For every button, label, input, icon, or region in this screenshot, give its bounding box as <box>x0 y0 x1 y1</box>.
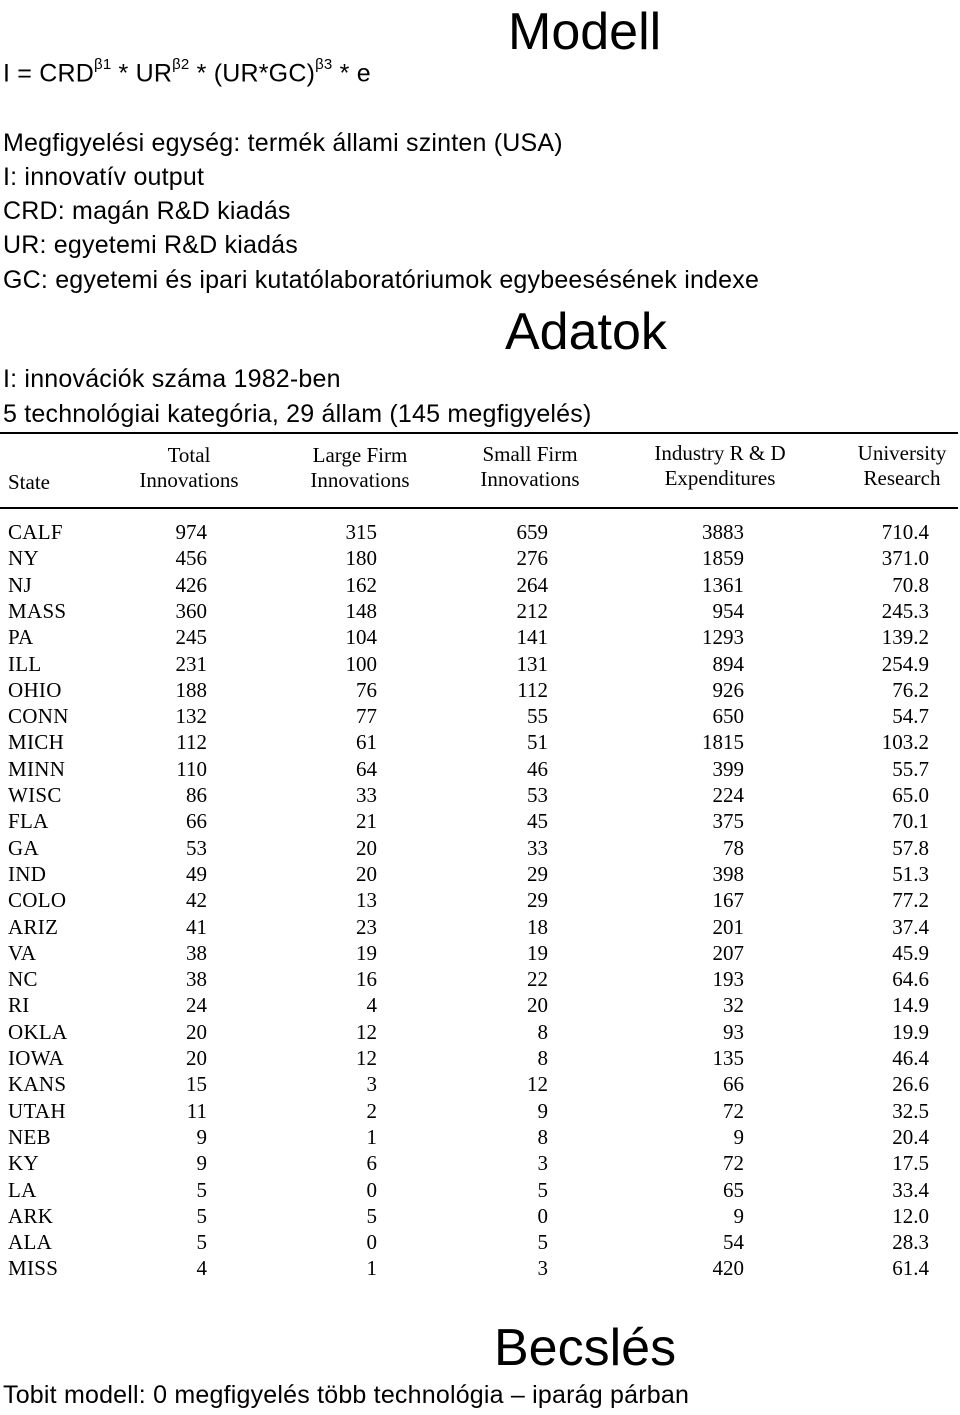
cell-university-research: 37.4 <box>892 914 929 939</box>
cell-university-research: 710.4 <box>881 520 929 544</box>
cell-state: COLO <box>8 888 67 913</box>
cell-university-research: 245.3 <box>881 598 929 623</box>
cell-small-firm-innovations: 131 <box>516 651 548 676</box>
cell-large-firm-innovations: 162 <box>345 572 377 597</box>
cell-total-innovations: 11 <box>186 1098 207 1123</box>
cell-total-innovations: 426 <box>175 572 207 597</box>
cell-industry-rd-expenditures: 93 <box>723 1019 744 1044</box>
cell-industry-rd-expenditures: 3883 <box>702 520 744 544</box>
cell-small-firm-innovations: 5 <box>537 1230 548 1255</box>
cell-total-innovations: 5 <box>196 1203 207 1228</box>
cell-small-firm-innovations: 19 <box>527 940 548 965</box>
cell-state: FLA <box>8 809 49 834</box>
model-formula <box>3 56 371 88</box>
cell-state: MINN <box>8 756 66 781</box>
cell-state: OHIO <box>8 677 62 702</box>
cell-large-firm-innovations: 1 <box>366 1124 377 1149</box>
cell-total-innovations: 132 <box>175 704 207 729</box>
cell-large-firm-innovations: 19 <box>356 940 377 965</box>
cell-university-research: 26.6 <box>892 1072 929 1097</box>
cell-small-firm-innovations: 8 <box>537 1046 548 1070</box>
header-line: Small Firm <box>482 442 578 466</box>
cell-industry-rd-expenditures: 420 <box>712 1256 744 1281</box>
cell-industry-rd-expenditures: 954 <box>712 598 744 623</box>
cell-university-research: 65.0 <box>892 783 929 807</box>
cell-total-innovations: 42 <box>186 888 207 913</box>
cell-large-firm-innovations: 315 <box>345 520 377 544</box>
header-line: Innovations <box>310 468 410 492</box>
cell-university-research: 19.9 <box>892 1019 929 1044</box>
cell-total-innovations: 9 <box>196 1124 207 1149</box>
header-line: Large Firm <box>312 443 408 467</box>
cell-total-innovations: 41 <box>186 914 207 939</box>
cell-large-firm-innovations: 13 <box>356 888 377 913</box>
header-line: Research <box>863 466 941 490</box>
section-title-model: Modell <box>508 3 662 61</box>
cell-industry-rd-expenditures: 72 <box>723 1151 744 1176</box>
cell-small-firm-innovations: 22 <box>527 967 548 992</box>
cell-university-research: 14.9 <box>892 993 929 1018</box>
cell-large-firm-innovations: 148 <box>345 598 377 623</box>
cell-state: PA <box>8 625 34 650</box>
cell-small-firm-innovations: 51 <box>527 730 548 755</box>
cell-state: NY <box>8 546 39 571</box>
cell-industry-rd-expenditures: 66 <box>723 1072 744 1097</box>
cell-total-innovations: 38 <box>186 940 207 965</box>
cell-university-research: 103.2 <box>881 730 929 755</box>
cell-university-research: 57.8 <box>892 835 929 860</box>
cell-small-firm-innovations: 33 <box>527 835 548 860</box>
cell-large-firm-innovations: 61 <box>356 730 377 755</box>
cell-industry-rd-expenditures: 1293 <box>702 625 744 650</box>
header-line: University <box>857 441 947 465</box>
cell-state: NEB <box>8 1124 51 1149</box>
header-line: Expenditures <box>664 466 776 490</box>
cell-industry-rd-expenditures: 1361 <box>702 572 744 597</box>
cell-large-firm-innovations: 20 <box>356 861 377 886</box>
cell-industry-rd-expenditures: 193 <box>712 967 744 992</box>
cell-large-firm-innovations: 0 <box>366 1230 377 1255</box>
cell-university-research: 33.4 <box>892 1177 929 1202</box>
cell-university-research: 17.5 <box>892 1151 929 1176</box>
cell-state: NC <box>8 967 38 992</box>
cell-small-firm-innovations: 5 <box>537 1177 548 1202</box>
section-title-data: Adatok <box>505 303 667 361</box>
cell-industry-rd-expenditures: 54 <box>723 1230 744 1255</box>
cell-large-firm-innovations: 3 <box>366 1072 377 1097</box>
cell-total-innovations: 9 <box>196 1151 207 1176</box>
cell-state: MASS <box>8 598 67 623</box>
cell-industry-rd-expenditures: 78 <box>723 835 744 860</box>
model-line: UR: egyetemi R&D kiadás <box>3 231 298 259</box>
cell-state: UTAH <box>8 1098 66 1123</box>
table-rule-top <box>0 432 958 434</box>
cell-large-firm-innovations: 100 <box>345 651 377 676</box>
cell-large-firm-innovations: 180 <box>345 546 377 571</box>
formula-part: I = CRD <box>3 59 94 88</box>
cell-total-innovations: 53 <box>186 835 207 860</box>
cell-university-research: 64.6 <box>892 967 929 992</box>
cell-total-innovations: 24 <box>186 993 207 1018</box>
cell-industry-rd-expenditures: 224 <box>712 783 744 807</box>
cell-total-innovations: 456 <box>175 546 207 571</box>
cell-large-firm-innovations: 1 <box>366 1256 377 1281</box>
cell-total-innovations: 4 <box>196 1256 207 1281</box>
cell-university-research: 20.4 <box>892 1124 929 1149</box>
cell-university-research: 70.8 <box>892 572 929 597</box>
cell-large-firm-innovations: 6 <box>366 1151 377 1176</box>
cell-total-innovations: 86 <box>186 783 207 807</box>
cell-small-firm-innovations: 3 <box>537 1151 548 1176</box>
model-line: GC: egyetemi és ipari kutatólaboratóriumok egybeesésének indexe <box>3 266 760 294</box>
cell-industry-rd-expenditures: 398 <box>712 861 744 886</box>
cell-university-research: 46.4 <box>892 1046 929 1070</box>
cell-large-firm-innovations: 104 <box>345 625 377 650</box>
cell-university-research: 54.7 <box>892 704 929 729</box>
formula-part: * e <box>332 59 371 88</box>
cell-state: LA <box>8 1177 37 1202</box>
cell-state: ARK <box>8 1203 54 1228</box>
data-line: 5 technológiai kategória, 29 állam (145 megfigyelés) <box>3 400 592 428</box>
cell-large-firm-innovations: 21 <box>356 809 377 834</box>
cell-industry-rd-expenditures: 65 <box>723 1177 744 1202</box>
cell-small-firm-innovations: 8 <box>537 1019 548 1044</box>
cell-state: IND <box>8 861 47 886</box>
cell-state: GA <box>8 835 39 860</box>
cell-industry-rd-expenditures: 135 <box>712 1046 744 1070</box>
cell-university-research: 139.2 <box>881 625 929 650</box>
cell-state: RI <box>8 993 30 1018</box>
cell-state: NJ <box>8 572 32 597</box>
cell-industry-rd-expenditures: 9 <box>733 1124 744 1149</box>
cell-small-firm-innovations: 29 <box>527 888 548 913</box>
section-title-estimation: Becslés <box>494 1319 677 1377</box>
cell-large-firm-innovations: 64 <box>356 756 377 781</box>
table-rule-header <box>0 507 958 509</box>
cell-state: ALA <box>8 1230 53 1255</box>
cell-state: ARIZ <box>8 914 59 939</box>
header-state: State <box>8 470 50 494</box>
cell-state: WISC <box>8 783 62 807</box>
cell-small-firm-innovations: 55 <box>527 704 548 729</box>
header-line: Innovations <box>139 468 239 492</box>
cell-large-firm-innovations: 12 <box>356 1046 377 1070</box>
cell-university-research: 76.2 <box>892 677 929 702</box>
cell-small-firm-innovations: 112 <box>517 677 548 702</box>
cell-industry-rd-expenditures: 894 <box>712 651 744 676</box>
cell-state: VA <box>8 940 37 965</box>
cell-university-research: 371.0 <box>881 546 929 571</box>
cell-large-firm-innovations: 5 <box>366 1203 377 1228</box>
cell-total-innovations: 360 <box>175 598 207 623</box>
data-line: I: innovációk száma 1982-ben <box>3 365 341 393</box>
cell-total-innovations: 66 <box>186 809 207 834</box>
cell-small-firm-innovations: 9 <box>537 1098 548 1123</box>
cell-small-firm-innovations: 46 <box>527 756 548 781</box>
cell-university-research: 45.9 <box>892 940 929 965</box>
header-line: Total <box>167 443 211 467</box>
cell-large-firm-innovations: 2 <box>366 1098 377 1123</box>
cell-industry-rd-expenditures: 1815 <box>702 730 744 755</box>
cell-industry-rd-expenditures: 207 <box>712 940 744 965</box>
header-line: Innovations <box>480 467 580 491</box>
formula-part: * (UR*GC) <box>189 59 316 88</box>
cell-total-innovations: 231 <box>175 651 207 676</box>
cell-total-innovations: 5 <box>196 1177 207 1202</box>
cell-small-firm-innovations: 141 <box>516 625 548 650</box>
header-small-firm <box>460 442 600 492</box>
header-university <box>840 441 960 491</box>
cell-university-research: 32.5 <box>892 1098 929 1123</box>
cell-small-firm-innovations: 53 <box>527 783 548 807</box>
formula-exponent: β3 <box>315 56 333 73</box>
cell-total-innovations: 974 <box>175 520 207 544</box>
header-line: Industry R & D <box>654 441 786 465</box>
cell-total-innovations: 188 <box>175 677 207 702</box>
cell-state: KY <box>8 1151 39 1176</box>
header-industry-rd <box>630 441 810 491</box>
model-line: I: innovatív output <box>3 163 205 191</box>
estimation-line: Tobit modell: 0 megfigyelés több technológia – iparág párban <box>3 1381 690 1409</box>
cell-large-firm-innovations: 20 <box>356 835 377 860</box>
cell-small-firm-innovations: 29 <box>527 861 548 886</box>
cell-university-research: 12.0 <box>892 1203 929 1228</box>
cell-small-firm-innovations: 212 <box>516 598 548 623</box>
cell-small-firm-innovations: 264 <box>516 572 548 597</box>
cell-small-firm-innovations: 276 <box>516 546 548 571</box>
cell-small-firm-innovations: 45 <box>527 809 548 834</box>
cell-industry-rd-expenditures: 9 <box>733 1203 744 1228</box>
cell-industry-rd-expenditures: 926 <box>712 677 744 702</box>
cell-state: CALF <box>8 520 63 544</box>
header-total <box>120 443 258 493</box>
cell-total-innovations: 20 <box>186 1019 207 1044</box>
cell-total-innovations: 245 <box>175 625 207 650</box>
cell-large-firm-innovations: 4 <box>366 993 377 1018</box>
cell-university-research: 61.4 <box>892 1256 929 1281</box>
cell-large-firm-innovations: 16 <box>356 967 377 992</box>
cell-university-research: 28.3 <box>892 1230 929 1255</box>
cell-small-firm-innovations: 0 <box>537 1203 548 1228</box>
cell-university-research: 51.3 <box>892 861 929 886</box>
header-large-firm <box>290 443 430 493</box>
cell-state: MISS <box>8 1256 59 1281</box>
cell-industry-rd-expenditures: 72 <box>723 1098 744 1123</box>
cell-university-research: 55.7 <box>892 756 929 781</box>
cell-industry-rd-expenditures: 375 <box>712 809 744 834</box>
model-line: CRD: magán R&D kiadás <box>3 197 291 225</box>
cell-small-firm-innovations: 12 <box>527 1072 548 1097</box>
cell-total-innovations: 112 <box>176 730 207 755</box>
cell-state: IOWA <box>8 1046 65 1070</box>
cell-large-firm-innovations: 23 <box>356 914 377 939</box>
cell-small-firm-innovations: 18 <box>527 914 548 939</box>
model-line: Megfigyelési egység: termék állami szinten (USA) <box>3 129 563 157</box>
cell-small-firm-innovations: 659 <box>516 520 548 544</box>
cell-state: CONN <box>8 704 69 729</box>
cell-industry-rd-expenditures: 167 <box>712 888 744 913</box>
cell-state: OKLA <box>8 1019 68 1044</box>
cell-large-firm-innovations: 33 <box>356 783 377 807</box>
cell-university-research: 77.2 <box>892 888 929 913</box>
cell-large-firm-innovations: 77 <box>356 704 377 729</box>
formula-exponent: β2 <box>172 56 190 73</box>
cell-industry-rd-expenditures: 201 <box>712 914 744 939</box>
cell-state: KANS <box>8 1072 67 1097</box>
cell-large-firm-innovations: 12 <box>356 1019 377 1044</box>
cell-large-firm-innovations: 76 <box>356 677 377 702</box>
cell-small-firm-innovations: 20 <box>527 993 548 1018</box>
cell-total-innovations: 15 <box>186 1072 207 1097</box>
cell-industry-rd-expenditures: 399 <box>712 756 744 781</box>
cell-total-innovations: 20 <box>186 1046 207 1070</box>
cell-small-firm-innovations: 8 <box>537 1124 548 1149</box>
cell-total-innovations: 38 <box>186 967 207 992</box>
cell-total-innovations: 49 <box>186 861 207 886</box>
cell-small-firm-innovations: 3 <box>537 1256 548 1281</box>
cell-large-firm-innovations: 0 <box>366 1177 377 1202</box>
cell-industry-rd-expenditures: 1859 <box>702 546 744 571</box>
cell-state: MICH <box>8 730 65 755</box>
cell-industry-rd-expenditures: 32 <box>723 993 744 1018</box>
cell-university-research: 70.1 <box>892 809 929 834</box>
cell-state: ILL <box>8 651 42 676</box>
cell-university-research: 254.9 <box>881 651 929 676</box>
cell-industry-rd-expenditures: 650 <box>712 704 744 729</box>
cell-total-innovations: 110 <box>176 756 207 781</box>
formula-exponent: β1 <box>94 56 112 73</box>
cell-total-innovations: 5 <box>196 1230 207 1255</box>
formula-part: * UR <box>111 59 173 88</box>
